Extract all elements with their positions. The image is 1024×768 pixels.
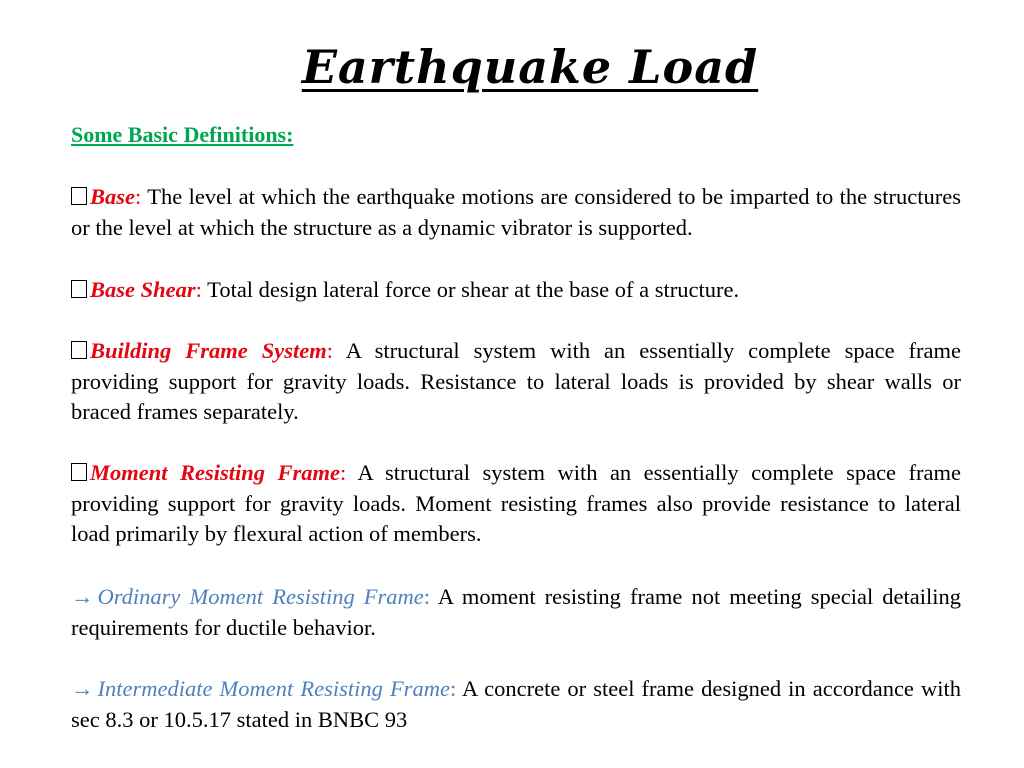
- definition-term: Moment Resisting Frame: [90, 460, 341, 485]
- definition-text: A structural system with an essentially complete space frame providing support for gravity loads. Moment resisting frames also provide resistance to lateral load primarily by flexural action of members.: [71, 460, 961, 546]
- checkbox-bullet-icon: [71, 341, 87, 359]
- checkbox-bullet-icon: [71, 463, 87, 481]
- slide-title-text: Earthquake Load: [301, 40, 759, 94]
- definition-separator: :: [195, 277, 202, 302]
- subdefinition-intermediate-moment-resisting-frame: [71, 674, 961, 735]
- definition-term: Base: [90, 184, 135, 209]
- subdefinition-text: A concrete or steel frame designed in accordance with sec 8.3 or 10.5.17 stated in BNBC 93: [71, 676, 962, 732]
- definition-text: The level at which the earthquake motions are considered to be imparted to the structures or the level at which the structure as a dynamic vibrator is supported.: [71, 184, 961, 240]
- definition-separator: :: [340, 460, 347, 485]
- checkbox-bullet-icon: [71, 280, 87, 298]
- definition-moment-resisting-frame: [71, 458, 961, 550]
- subdefinition-separator: :: [423, 584, 431, 609]
- checkbox-bullet-icon: [71, 187, 87, 205]
- definition-base-shear: [71, 275, 961, 306]
- subdefinition-separator: :: [449, 676, 457, 701]
- definition-term: Building Frame System: [90, 338, 327, 363]
- subdefinition-term: Ordinary Moment Resisting Frame: [97, 584, 424, 609]
- subdefinition-text: A moment resisting frame not meeting special detailing requirements for ductile behavior.: [71, 584, 962, 640]
- definition-base: [71, 182, 961, 243]
- right-arrow-icon: →: [71, 584, 94, 609]
- definition-text: Total design lateral force or shear at the base of a structure.: [201, 277, 740, 302]
- definition-term: Base Shear: [90, 277, 196, 302]
- subdefinition-ordinary-moment-resisting-frame: [71, 582, 961, 643]
- right-arrow-icon: →: [71, 676, 94, 701]
- section-subtitle: Some Basic Definitions:: [71, 122, 294, 147]
- definition-building-frame-system: [71, 336, 961, 428]
- definition-separator: :: [135, 184, 142, 209]
- subdefinition-term: Intermediate Moment Resisting Frame: [97, 676, 450, 701]
- slide-title: [0, 40, 1024, 95]
- definition-text: A structural system with an essentially complete space frame providing support for gravity loads. Resistance to lateral loads is provided by shear walls or braced frames separately.: [71, 338, 961, 424]
- definition-separator: :: [326, 338, 333, 363]
